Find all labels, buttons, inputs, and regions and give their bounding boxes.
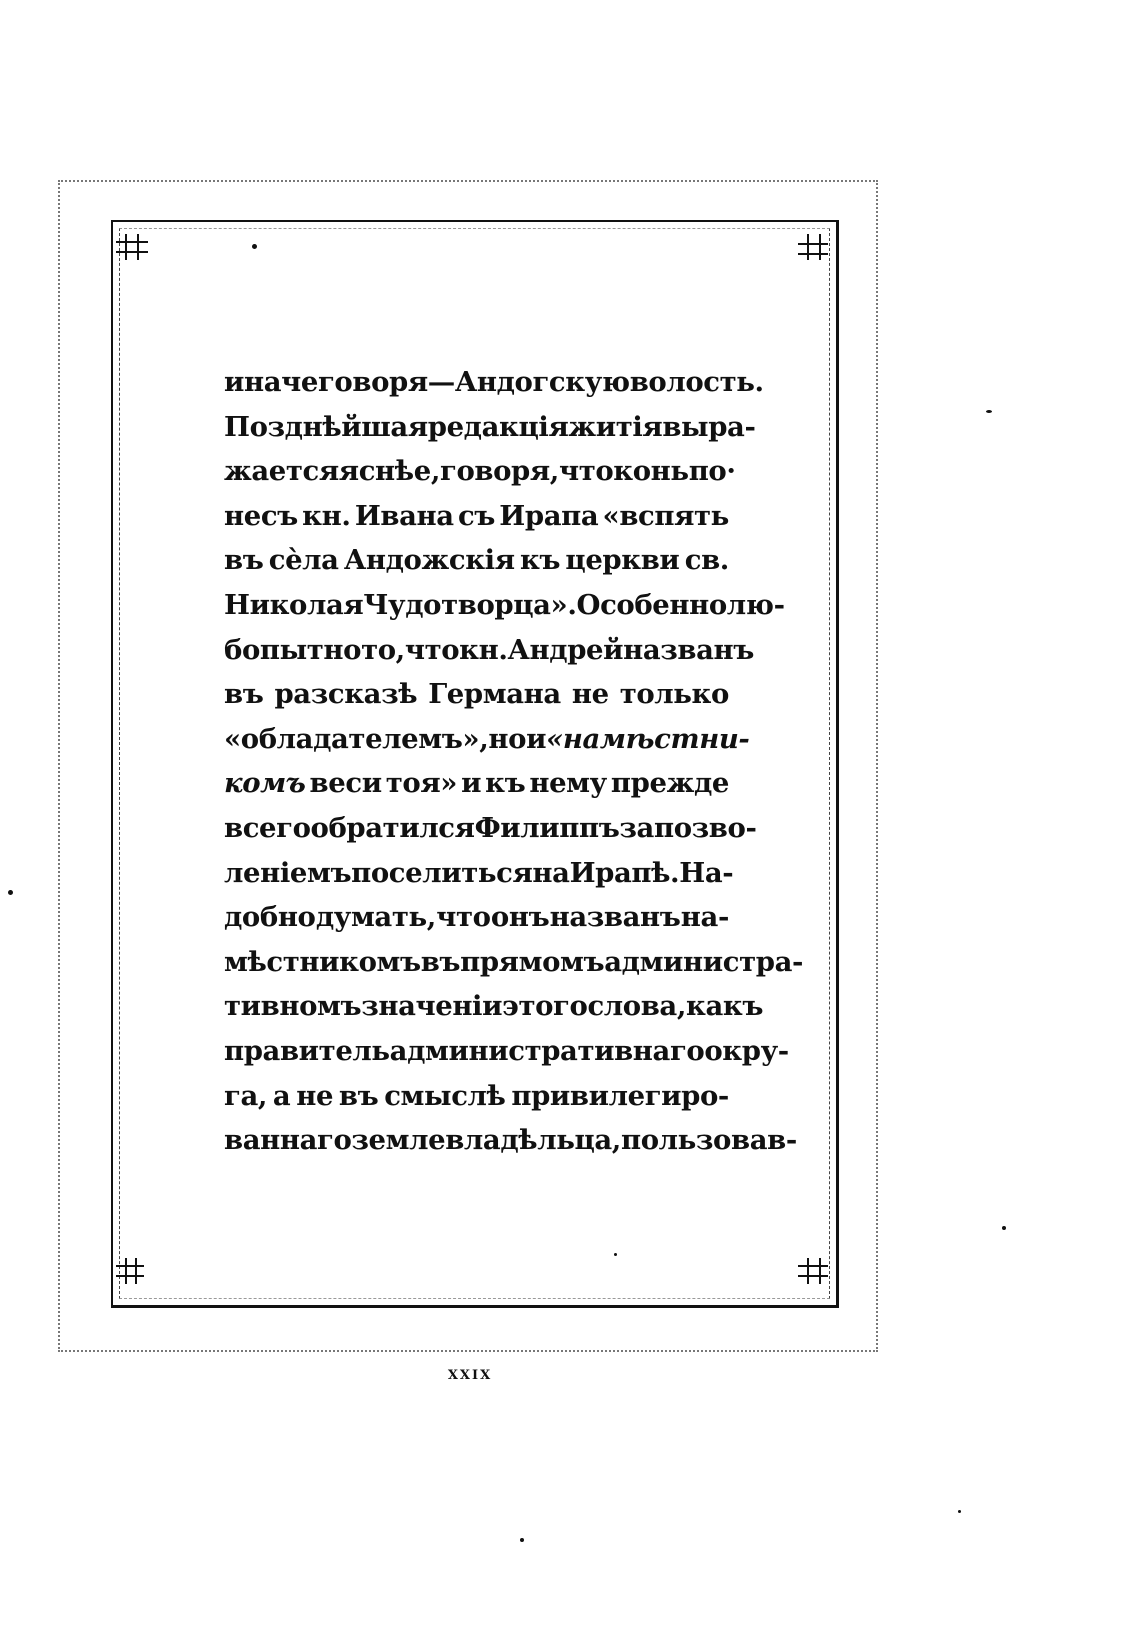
- word: привилегиро-: [511, 1079, 729, 1112]
- word: конь: [613, 455, 689, 488]
- word: «намѣстни-: [546, 722, 750, 755]
- word: редакція: [427, 410, 569, 443]
- word: окру-: [704, 1034, 789, 1067]
- word: то,: [361, 633, 405, 666]
- word: значеніи: [361, 990, 503, 1023]
- word: га,: [224, 1079, 268, 1112]
- word: что: [436, 901, 491, 934]
- word: добно: [224, 901, 316, 934]
- word: въ: [224, 678, 264, 711]
- word: говоря—Андогскую: [317, 366, 630, 398]
- ink-speck: [8, 890, 13, 895]
- word: несъ: [224, 499, 298, 532]
- corner-ornament-icon: [794, 1256, 832, 1288]
- body-text: [224, 360, 804, 1163]
- word: и: [526, 722, 547, 755]
- word: пользовав-: [620, 1124, 797, 1157]
- word: прежде: [610, 767, 729, 800]
- word: въ: [420, 945, 461, 978]
- word: не: [296, 1079, 334, 1112]
- text-line: [224, 984, 764, 1029]
- word: яснѣе,: [338, 455, 440, 488]
- word: Филиппъ: [474, 811, 620, 844]
- word: что: [404, 633, 460, 666]
- ink-speck: [1002, 1226, 1006, 1230]
- word: этого: [502, 990, 588, 1023]
- word: на-: [680, 901, 729, 934]
- word: Николая: [224, 588, 364, 621]
- word: думать,: [315, 901, 436, 934]
- text-line: [224, 494, 729, 539]
- word: св.: [684, 544, 729, 577]
- word: названъ: [549, 901, 681, 934]
- text-line: [224, 761, 729, 806]
- word: всего: [224, 811, 311, 844]
- text-line: [224, 1029, 789, 1074]
- text-line: [224, 360, 764, 405]
- text-line: [224, 538, 729, 583]
- text-line: [224, 940, 804, 985]
- word: по·: [688, 455, 736, 488]
- word: комъ: [224, 767, 306, 800]
- word: Ирапа: [499, 499, 599, 532]
- text-line: [224, 672, 729, 717]
- word: веси: [309, 767, 382, 800]
- word: какъ: [686, 990, 764, 1023]
- text-line: [224, 895, 729, 940]
- word: но: [488, 722, 527, 755]
- word: «обладателемъ»,: [224, 722, 489, 755]
- text-line: [224, 583, 785, 628]
- text-line: [224, 851, 734, 896]
- word: Андрей: [507, 633, 624, 666]
- word: правитель: [224, 1034, 390, 1067]
- word: мѣстникомъ: [224, 945, 421, 978]
- word: ваннаго: [224, 1124, 352, 1157]
- word: слова,: [587, 990, 687, 1023]
- word: Ирапѣ.: [569, 856, 680, 889]
- word: позво-: [653, 811, 757, 844]
- ink-speck: [958, 1510, 961, 1513]
- word: кн.: [302, 499, 351, 532]
- word: обратился: [310, 811, 475, 844]
- word: сѐла: [268, 544, 339, 577]
- word: и: [461, 767, 482, 800]
- ink-speck: [614, 1253, 617, 1256]
- word: «вспять: [602, 499, 729, 532]
- page-number: XXIX: [447, 1368, 493, 1383]
- text-line: [224, 405, 756, 450]
- word: Позднѣйшая: [224, 410, 428, 443]
- word: выра-: [662, 410, 756, 443]
- text-line: [224, 717, 750, 762]
- word: за: [619, 811, 654, 844]
- word: съ: [457, 499, 495, 532]
- word: землевладѣльца,: [351, 1124, 621, 1157]
- word: къ: [485, 767, 526, 800]
- word: жается: [224, 455, 339, 488]
- ink-speck: [986, 410, 992, 413]
- word: только: [619, 678, 729, 711]
- word: названъ: [623, 633, 754, 666]
- word: лю-: [726, 588, 785, 621]
- word: на: [532, 856, 570, 889]
- corner-ornament-icon: [114, 230, 152, 262]
- word: Чудотворца».: [363, 588, 577, 621]
- word: разсказѣ: [274, 678, 418, 711]
- word: администра-: [604, 945, 804, 978]
- word: онъ: [490, 901, 550, 934]
- word: прямомъ: [460, 945, 605, 978]
- ink-speck: [252, 244, 257, 249]
- word: административнаго: [389, 1034, 705, 1067]
- word: тоя»: [385, 767, 458, 800]
- word: волость.: [629, 366, 764, 398]
- word: поселиться: [351, 856, 533, 889]
- corner-ornament-icon: [794, 230, 832, 262]
- word: Германа: [428, 678, 561, 711]
- word: кн.: [459, 633, 508, 666]
- word: иначе: [224, 366, 318, 398]
- word: На-: [679, 856, 734, 889]
- word: бопытно: [224, 633, 362, 666]
- word: говоря,: [440, 455, 559, 488]
- word: церкви: [565, 544, 680, 577]
- text-line: [224, 628, 754, 673]
- word: въ: [224, 544, 264, 577]
- word: Андожскія: [343, 544, 515, 577]
- word: что: [558, 455, 614, 488]
- text-line: [224, 1118, 797, 1163]
- word: не: [571, 678, 609, 711]
- word: нему: [529, 767, 607, 800]
- text-line: [224, 1074, 729, 1119]
- word: житія: [568, 410, 663, 443]
- ink-speck: [520, 1538, 524, 1542]
- text-line: [224, 449, 736, 494]
- word: леніемъ: [224, 856, 352, 889]
- word: въ: [338, 1079, 379, 1112]
- text-line: [224, 806, 757, 851]
- word: а: [272, 1079, 291, 1112]
- corner-ornament-icon: [114, 1256, 152, 1288]
- word: къ: [519, 544, 561, 577]
- word: Ивана: [354, 499, 454, 532]
- word: Особенно: [576, 588, 727, 621]
- word: смыслѣ: [384, 1079, 506, 1112]
- word: тивномъ: [224, 990, 362, 1023]
